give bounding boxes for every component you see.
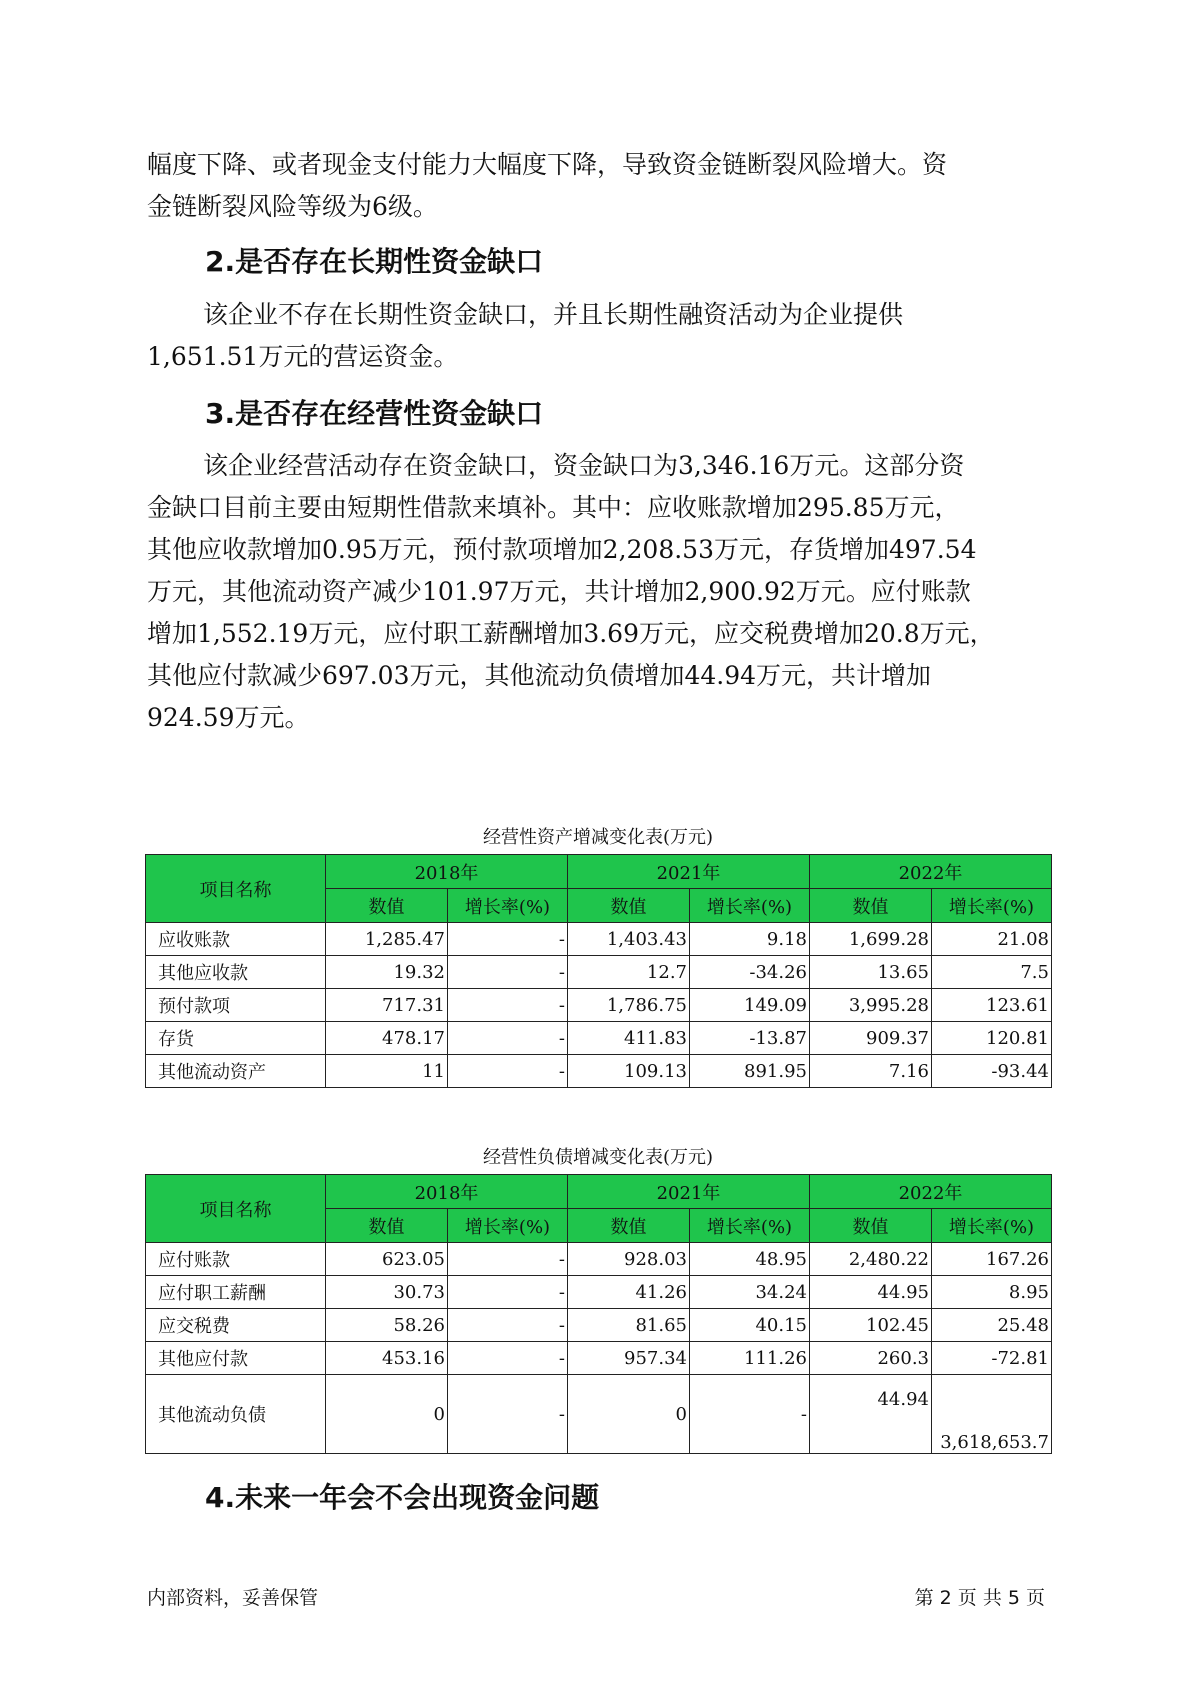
footer-page-number: 第 2 页 共 5 页 bbox=[914, 1587, 1045, 1609]
column-header-growth: 增长率(%) bbox=[448, 1209, 568, 1243]
cell-growth: 120.81 bbox=[932, 1022, 1052, 1055]
cell-growth: - bbox=[448, 1342, 568, 1375]
cell-growth: 149.09 bbox=[690, 989, 810, 1022]
cell-growth: 7.5 bbox=[932, 956, 1052, 989]
table-row bbox=[146, 956, 1052, 989]
text-line: 1,651.51万元的营运资金。 bbox=[147, 342, 459, 371]
cell-growth: -34.26 bbox=[690, 956, 810, 989]
cell-growth: -72.81 bbox=[932, 1342, 1052, 1375]
cell-item-name: 其他应付款 bbox=[146, 1342, 326, 1375]
cell-value: 81.65 bbox=[568, 1309, 690, 1342]
cell-item-name: 应付职工薪酬 bbox=[146, 1276, 326, 1309]
cell-growth: 123.61 bbox=[932, 989, 1052, 1022]
cell-value: 13.65 bbox=[810, 956, 932, 989]
cell-growth: - bbox=[690, 1375, 810, 1454]
table-row bbox=[146, 923, 1052, 956]
cell-value: 19.32 bbox=[326, 956, 448, 989]
cell-value: 928.03 bbox=[568, 1243, 690, 1276]
paragraph-operating-gap bbox=[147, 445, 1047, 739]
cell-value: 58.26 bbox=[326, 1309, 448, 1342]
cell-value: 2,480.22 bbox=[810, 1243, 932, 1276]
cell-value: 1,403.43 bbox=[568, 923, 690, 956]
cell-item-name: 存货 bbox=[146, 1022, 326, 1055]
cell-growth: 9.18 bbox=[690, 923, 810, 956]
table-row bbox=[146, 1276, 1052, 1309]
cell-growth: - bbox=[448, 1022, 568, 1055]
cell-growth: 34.24 bbox=[690, 1276, 810, 1309]
table-caption-operating-assets: 经营性资产增减变化表(万元) bbox=[482, 827, 714, 848]
cell-value: 957.34 bbox=[568, 1342, 690, 1375]
cell-value: 7.16 bbox=[810, 1055, 932, 1088]
column-header-year: 2022年 bbox=[810, 1175, 1052, 1209]
cell-value: 0 bbox=[568, 1375, 690, 1454]
cell-item-name: 应交税费 bbox=[146, 1309, 326, 1342]
table-row bbox=[146, 1375, 1052, 1454]
cell-value: 909.37 bbox=[810, 1022, 932, 1055]
cell-growth: - bbox=[448, 1309, 568, 1342]
table-caption-operating-liabilities: 经营性负债增减变化表(万元) bbox=[482, 1147, 714, 1168]
cell-value: 411.83 bbox=[568, 1022, 690, 1055]
cell-growth: 891.95 bbox=[690, 1055, 810, 1088]
text-line: 其他应收款增加0.95万元，预付款项增加2,208.53万元，存货增加497.54 bbox=[147, 535, 977, 564]
cell-growth: 167.26 bbox=[932, 1243, 1052, 1276]
cell-growth: 48.95 bbox=[690, 1243, 810, 1276]
cell-value: 0 bbox=[326, 1375, 448, 1454]
cell-value: 478.17 bbox=[326, 1022, 448, 1055]
cell-value: 717.31 bbox=[326, 989, 448, 1022]
cell-value: 41.26 bbox=[568, 1276, 690, 1309]
column-header-value: 数值 bbox=[568, 889, 690, 923]
text-line: 增加1,552.19万元，应付职工薪酬增加3.69万元，应交税费增加20.8万元， bbox=[147, 619, 995, 648]
cell-growth: -93.44 bbox=[932, 1055, 1052, 1088]
column-header-year: 2018年 bbox=[326, 1175, 568, 1209]
cell-value: 260.3 bbox=[810, 1342, 932, 1375]
table-row bbox=[146, 1055, 1052, 1088]
cell-growth: - bbox=[448, 1243, 568, 1276]
column-header-value: 数值 bbox=[810, 1209, 932, 1243]
text-line: 幅度下降、或者现金支付能力大幅度下降，导致资金链断裂风险增大。资 bbox=[147, 150, 948, 179]
cell-growth: -13.87 bbox=[690, 1022, 810, 1055]
cell-item-name: 其他应收款 bbox=[146, 956, 326, 989]
column-header-value: 数值 bbox=[326, 1209, 448, 1243]
cell-growth: 3,618,653.7 bbox=[932, 1375, 1052, 1454]
column-header-growth: 增长率(%) bbox=[690, 1209, 810, 1243]
column-header-item-name: 项目名称 bbox=[146, 1175, 326, 1243]
column-header-growth: 增长率(%) bbox=[932, 1209, 1052, 1243]
cell-growth: 111.26 bbox=[690, 1342, 810, 1375]
text-line: 该企业经营活动存在资金缺口，资金缺口为3,346.16万元。这部分资 bbox=[203, 451, 965, 480]
table-row bbox=[146, 1243, 1052, 1276]
cell-value: 623.05 bbox=[326, 1243, 448, 1276]
cell-growth: 21.08 bbox=[932, 923, 1052, 956]
cell-growth: - bbox=[448, 989, 568, 1022]
cell-value: 12.7 bbox=[568, 956, 690, 989]
column-header-growth: 增长率(%) bbox=[448, 889, 568, 923]
cell-item-name: 应收账款 bbox=[146, 923, 326, 956]
column-header-growth: 增长率(%) bbox=[690, 889, 810, 923]
cell-value: 1,786.75 bbox=[568, 989, 690, 1022]
table-row bbox=[146, 989, 1052, 1022]
text-line: 该企业不存在长期性资金缺口，并且长期性融资活动为企业提供 bbox=[203, 300, 904, 329]
footer-confidential-note: 内部资料，妥善保管 bbox=[147, 1587, 319, 1609]
column-header-value: 数值 bbox=[568, 1209, 690, 1243]
column-header-value: 数值 bbox=[326, 889, 448, 923]
text-line: 金链断裂风险等级为6级。 bbox=[147, 192, 438, 221]
column-header-year: 2018年 bbox=[326, 855, 568, 889]
cell-item-name: 应付账款 bbox=[146, 1243, 326, 1276]
column-header-item-name: 项目名称 bbox=[146, 855, 326, 923]
cell-value: 453.16 bbox=[326, 1342, 448, 1375]
operating-liabilities-table bbox=[145, 1174, 1052, 1454]
column-header-growth: 增长率(%) bbox=[932, 889, 1052, 923]
cell-growth: 40.15 bbox=[690, 1309, 810, 1342]
column-header-year: 2021年 bbox=[568, 855, 810, 889]
operating-assets-table bbox=[145, 854, 1052, 1088]
cell-value: 44.94 bbox=[810, 1375, 932, 1454]
paragraph-risk-conclusion bbox=[147, 144, 1047, 228]
cell-value: 1,285.47 bbox=[326, 923, 448, 956]
table-row bbox=[146, 1022, 1052, 1055]
cell-value: 1,699.28 bbox=[810, 923, 932, 956]
cell-value: 44.95 bbox=[810, 1276, 932, 1309]
cell-growth: - bbox=[448, 956, 568, 989]
column-header-year: 2021年 bbox=[568, 1175, 810, 1209]
cell-value: 102.45 bbox=[810, 1309, 932, 1342]
section-heading-next-year: 4.未来一年会不会出现资金问题 bbox=[205, 1481, 600, 1514]
text-line: 万元，其他流动资产减少101.97万元，共计增加2,900.92万元。应付账款 bbox=[147, 577, 971, 606]
column-header-value: 数值 bbox=[810, 889, 932, 923]
cell-growth: - bbox=[448, 1375, 568, 1454]
cell-item-name: 预付款项 bbox=[146, 989, 326, 1022]
column-header-year: 2022年 bbox=[810, 855, 1052, 889]
section-heading-operating-gap: 3.是否存在经营性资金缺口 bbox=[205, 397, 544, 430]
cell-item-name: 其他流动资产 bbox=[146, 1055, 326, 1088]
cell-value: 109.13 bbox=[568, 1055, 690, 1088]
cell-growth: - bbox=[448, 923, 568, 956]
cell-growth: 25.48 bbox=[932, 1309, 1052, 1342]
table-row bbox=[146, 1342, 1052, 1375]
section-heading-long-term-gap: 2.是否存在长期性资金缺口 bbox=[205, 245, 544, 278]
text-line: 金缺口目前主要由短期性借款来填补。其中：应收账款增加295.85万元， bbox=[147, 493, 960, 522]
cell-growth: 8.95 bbox=[932, 1276, 1052, 1309]
cell-growth: - bbox=[448, 1276, 568, 1309]
paragraph-long-term-gap bbox=[147, 294, 1047, 378]
text-line: 924.59万元。 bbox=[147, 703, 310, 732]
cell-value: 3,995.28 bbox=[810, 989, 932, 1022]
cell-value: 30.73 bbox=[326, 1276, 448, 1309]
table-row bbox=[146, 1309, 1052, 1342]
cell-item-name: 其他流动负债 bbox=[146, 1375, 326, 1454]
cell-growth: - bbox=[448, 1055, 568, 1088]
text-line: 其他应付款减少697.03万元，其他流动负债增加44.94万元，共计增加 bbox=[147, 661, 932, 690]
cell-value: 11 bbox=[326, 1055, 448, 1088]
